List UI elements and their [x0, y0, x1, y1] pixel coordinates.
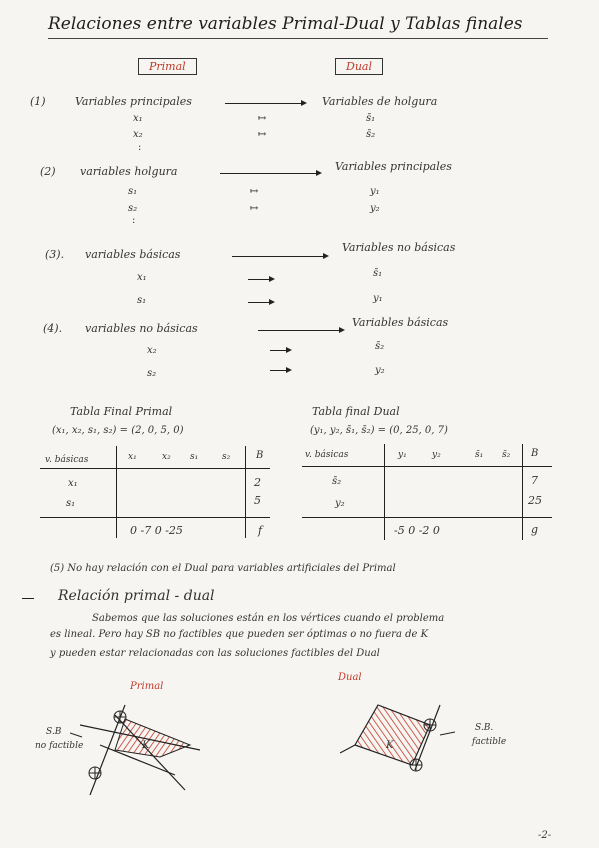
primal-table-row-2-b: 5: [254, 494, 261, 507]
primal-table-f: f: [258, 524, 263, 537]
primal-table-solution: (x₁, x₂, s₁, s₂) = (2, 0, 5, 0): [52, 425, 184, 436]
dual-table-col-line-2: [522, 444, 523, 540]
section-1-row-1-left: x₁: [133, 113, 143, 124]
section-4-row-1-arrow: [270, 350, 290, 351]
dual-diagram: [340, 690, 460, 780]
section-3-row-1-arrow: [248, 279, 273, 280]
primal-table-header-s2: s₂: [222, 452, 231, 462]
primal-table-header-x1: x₁: [128, 452, 137, 462]
dual-table-header-y2: y₂: [432, 450, 441, 460]
sb-no-factible-label-2: no factible: [35, 741, 84, 751]
sb-factible-label-1: S.B.: [475, 723, 494, 733]
primal-k-label: K: [142, 740, 150, 751]
section-4-row-2-left: s₂: [147, 368, 157, 379]
primal-diagram: [70, 695, 210, 805]
primal-diagram-label: Primal: [130, 681, 164, 692]
dual-table-header-y1: y₁: [398, 450, 407, 460]
section-1-number: (1): [30, 95, 46, 108]
primal-table-row-1-var: x₁: [68, 478, 78, 489]
section-1-row-2-left: x₂: [133, 129, 143, 140]
primal-table-col-line-1: [116, 446, 117, 538]
dual-diagram-label: Dual: [338, 672, 362, 683]
section-2-dots: :: [132, 215, 136, 226]
section-1-row-2-map: ↦: [258, 129, 267, 140]
primal-table-header-vb: v. básicas: [45, 455, 89, 465]
primal-table-header-b: B: [256, 450, 264, 461]
primal-table-row-2-var: s₁: [66, 498, 76, 509]
section-2-right: Variables principales: [335, 160, 452, 173]
note-5: (5) No hay relación con el Dual para variables artificiales del Primal: [50, 563, 396, 574]
section-3-number: (3).: [45, 248, 65, 261]
section-2-arrow: [220, 173, 320, 174]
section-4-right: Variables básicas: [352, 316, 449, 329]
section-1-row-1-right: s̄₁: [366, 113, 376, 124]
dual-header: Dual: [335, 58, 383, 75]
primal-table-header-s1: s₁: [190, 452, 199, 462]
dual-table-bottom-row: -5 0 -2 0: [394, 524, 440, 537]
section-4-row-2-arrow: [270, 370, 290, 371]
section-4-row-1-right: s̄₂: [375, 341, 385, 352]
paragraph-line-1: Sabemos que las soluciones están en los vértices cuando el problema: [92, 613, 445, 624]
section-3-left: variables básicas: [85, 248, 181, 261]
dual-table-col-line-1: [384, 444, 385, 540]
page-title: Relaciones entre variables Primal-Dual y Tablas finales: [48, 14, 523, 34]
primal-table-bottom-line: [40, 517, 270, 518]
dual-table-row-1-b: 7: [531, 474, 538, 487]
section-4-row-1-left: x₂: [147, 345, 157, 356]
sb-factible-label-2: factible: [472, 737, 507, 747]
section-2-row-1-map: ↦: [250, 186, 259, 197]
section-2-row-1-left: s₁: [128, 186, 138, 197]
primal-header: Primal: [138, 58, 197, 75]
dual-table-header-line: [302, 466, 552, 467]
section-3-row-1-left: x₁: [137, 272, 147, 283]
section-3-right: Variables no básicas: [342, 241, 456, 254]
section-1-arrow: [225, 103, 305, 104]
section-4-arrow: [258, 330, 343, 331]
dual-table-header-vb: v. básicas: [305, 450, 349, 460]
dual-table-row-2-b: 25: [528, 494, 542, 507]
section-1-dots: :: [138, 142, 142, 153]
section-3-row-2-arrow: [248, 302, 273, 303]
section-2-left: variables holgura: [80, 165, 178, 178]
primal-table-caption: Tabla Final Primal: [70, 405, 173, 418]
section-3-arrow: [232, 256, 327, 257]
section-3-row-1-right: s̄₁: [373, 268, 383, 279]
section-3-row-2-left: s₁: [137, 295, 147, 306]
section-4-row-2-right: y₂: [375, 365, 385, 376]
primal-table-header-x2: x₂: [162, 452, 171, 462]
page-number: -2-: [538, 830, 552, 841]
section-1-row-2-right: s̄₂: [366, 129, 376, 140]
dual-table-header-s2: s̄₂: [502, 450, 511, 460]
primal-table-header-line: [40, 468, 270, 469]
dual-table-caption: Tabla final Dual: [312, 405, 400, 418]
dual-table-header-b: B: [531, 448, 539, 459]
dual-table-header-s1: s̄₁: [475, 450, 484, 460]
paragraph-line-3: y pueden estar relacionadas con las soluciones factibles del Dual: [50, 648, 380, 659]
section-subtitle: Relación primal - dual: [58, 588, 215, 604]
dual-table-g: g: [531, 523, 539, 536]
section-2-number: (2): [40, 165, 56, 178]
section-2-row-1-right: y₁: [370, 186, 380, 197]
section-4-number: (4).: [43, 322, 63, 335]
primal-table-col-line-2: [245, 446, 246, 538]
section-3-row-2-right: y₁: [373, 293, 383, 304]
paragraph-line-2: es lineal. Pero hay SB no factibles que pueden ser óptimas o no fuera de K: [50, 629, 429, 640]
dual-table-solution: (y₁, y₂, s̄₁, s̄₂) = (0, 25, 0, 7): [310, 425, 448, 436]
primal-table-bottom-row: 0 -7 0 -25: [130, 524, 183, 537]
primal-table-row-1-b: 2: [254, 476, 261, 489]
section-1-left: Variables principales: [75, 95, 192, 108]
subtitle-dash: [22, 598, 34, 599]
section-1-right: Variables de holgura: [322, 95, 438, 108]
sb-no-factible-label-1: S.B: [46, 727, 62, 737]
section-2-row-2-left: s₂: [128, 203, 138, 214]
dual-k-label: K: [386, 740, 394, 751]
dual-table-row-2-var: y₂: [335, 498, 345, 509]
dual-table-row-1-var: s̄₂: [332, 476, 342, 487]
section-1-row-1-map: ↦: [258, 113, 267, 124]
dual-table-bottom-line: [302, 517, 552, 518]
section-2-row-2-map: ↦: [250, 203, 259, 214]
section-2-row-2-right: y₂: [370, 203, 380, 214]
title-underline: [48, 38, 548, 39]
section-4-left: variables no básicas: [85, 322, 198, 335]
